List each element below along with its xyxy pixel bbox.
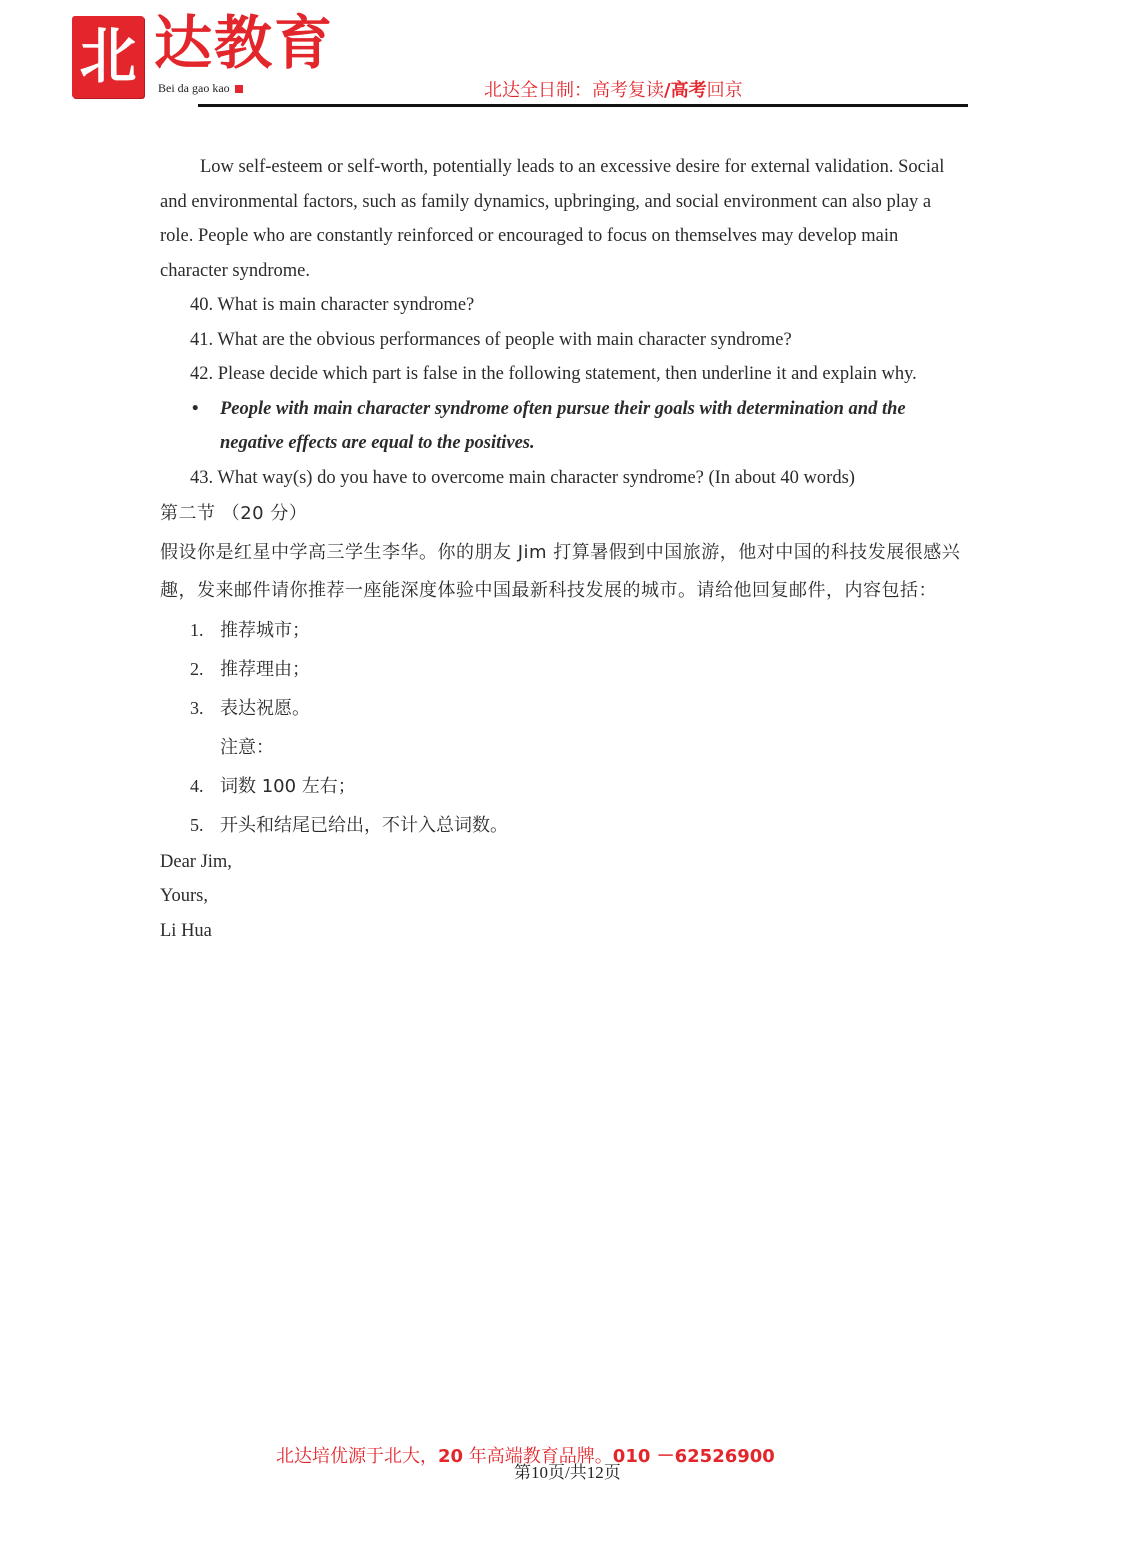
logo-seal-char: 北 [79,22,137,92]
list-item-text: 开头和结尾已给出，不计入总词数。 [220,814,508,836]
statement-text: People with main character syndrome often pursue their goals with determination and the negative effects are equal to the positives. [220,398,906,453]
footer-ad-part1: 北达培优源于北大， [276,1446,438,1467]
letter-closing: Yours, [160,886,208,906]
list-item [160,689,968,728]
list-item-number: 1. [190,619,204,640]
list-item-number: 5. [190,814,204,835]
tagline-part1: 北达全日制：高考复读 [484,80,664,101]
logo-seal-icon [72,16,144,98]
logo-subtitle [158,81,243,96]
list-item-number: 4. [190,775,204,796]
list-item-text: 推荐理由； [220,658,310,680]
list-item-text: 词数 100 左右； [220,775,356,797]
logo-square-icon [235,85,243,93]
list-item [160,806,968,845]
question-43: 43. What way(s) do you have to overcome main character syndrome? (In about 40 words) [190,467,855,488]
note-label: 注意： [220,736,274,758]
reading-paragraph: Low self-esteem or self-worth, potentially leads to an excessive desire for external validation. Social and environmental factors, such as family dynamics, upbringing, and social environment can also play a role. People who are constantly reinforced or encouraged to focus on themselves may develop main character syndrome. [160,157,945,281]
logo-name: 达教育 [154,9,335,77]
page-number: 第10页/共12页 [514,1463,621,1482]
page-content [160,150,968,948]
list-item-number: 2. [190,658,204,679]
list-item [160,767,968,806]
letter-greeting: Dear Jim, [160,851,232,872]
tagline-bold: /高考 [664,80,707,101]
writing-section [160,495,968,845]
footer-ad-part2: 年高端教育品牌。 [463,1446,613,1467]
question-42: 42. Please decide which part is false in the following statement, then underline it and explain why. [190,364,917,384]
question-40: 40. What is main character syndrome? [190,295,475,315]
statement-bullet [160,392,968,461]
section-title: 第二节 （20 分） [160,503,308,524]
header-divider [198,104,968,107]
footer-ad-bold1: 20 [438,1446,464,1467]
list-item [160,650,968,689]
list-item [160,611,968,650]
bullet-icon: • [192,398,199,419]
list-item-number: 3. [190,697,204,718]
letter-signature: Li Hua [160,920,212,941]
writing-prompt: 假设你是红星中学高三学生李华。你的朋友 Jim 打算暑假到中国旅游，他对中国的科技发展很感兴趣，发来邮件请你推荐一座能深度体验中国最新科技发展的城市。请给他回复邮件，内容包括： [160,541,961,601]
footer-ad-phone: 010 －62526900 [612,1446,775,1467]
list-item-text: 推荐城市； [220,619,310,641]
brand-logo [72,9,372,104]
header-tagline [484,80,743,102]
tagline-part2: 回京 [706,80,743,101]
question-41: 41. What are the obvious performances of people with main character syndrome? [190,329,792,350]
logo-subtitle-text: Bei da gao kao [158,81,230,95]
list-item-text: 表达祝愿。 [220,697,310,719]
